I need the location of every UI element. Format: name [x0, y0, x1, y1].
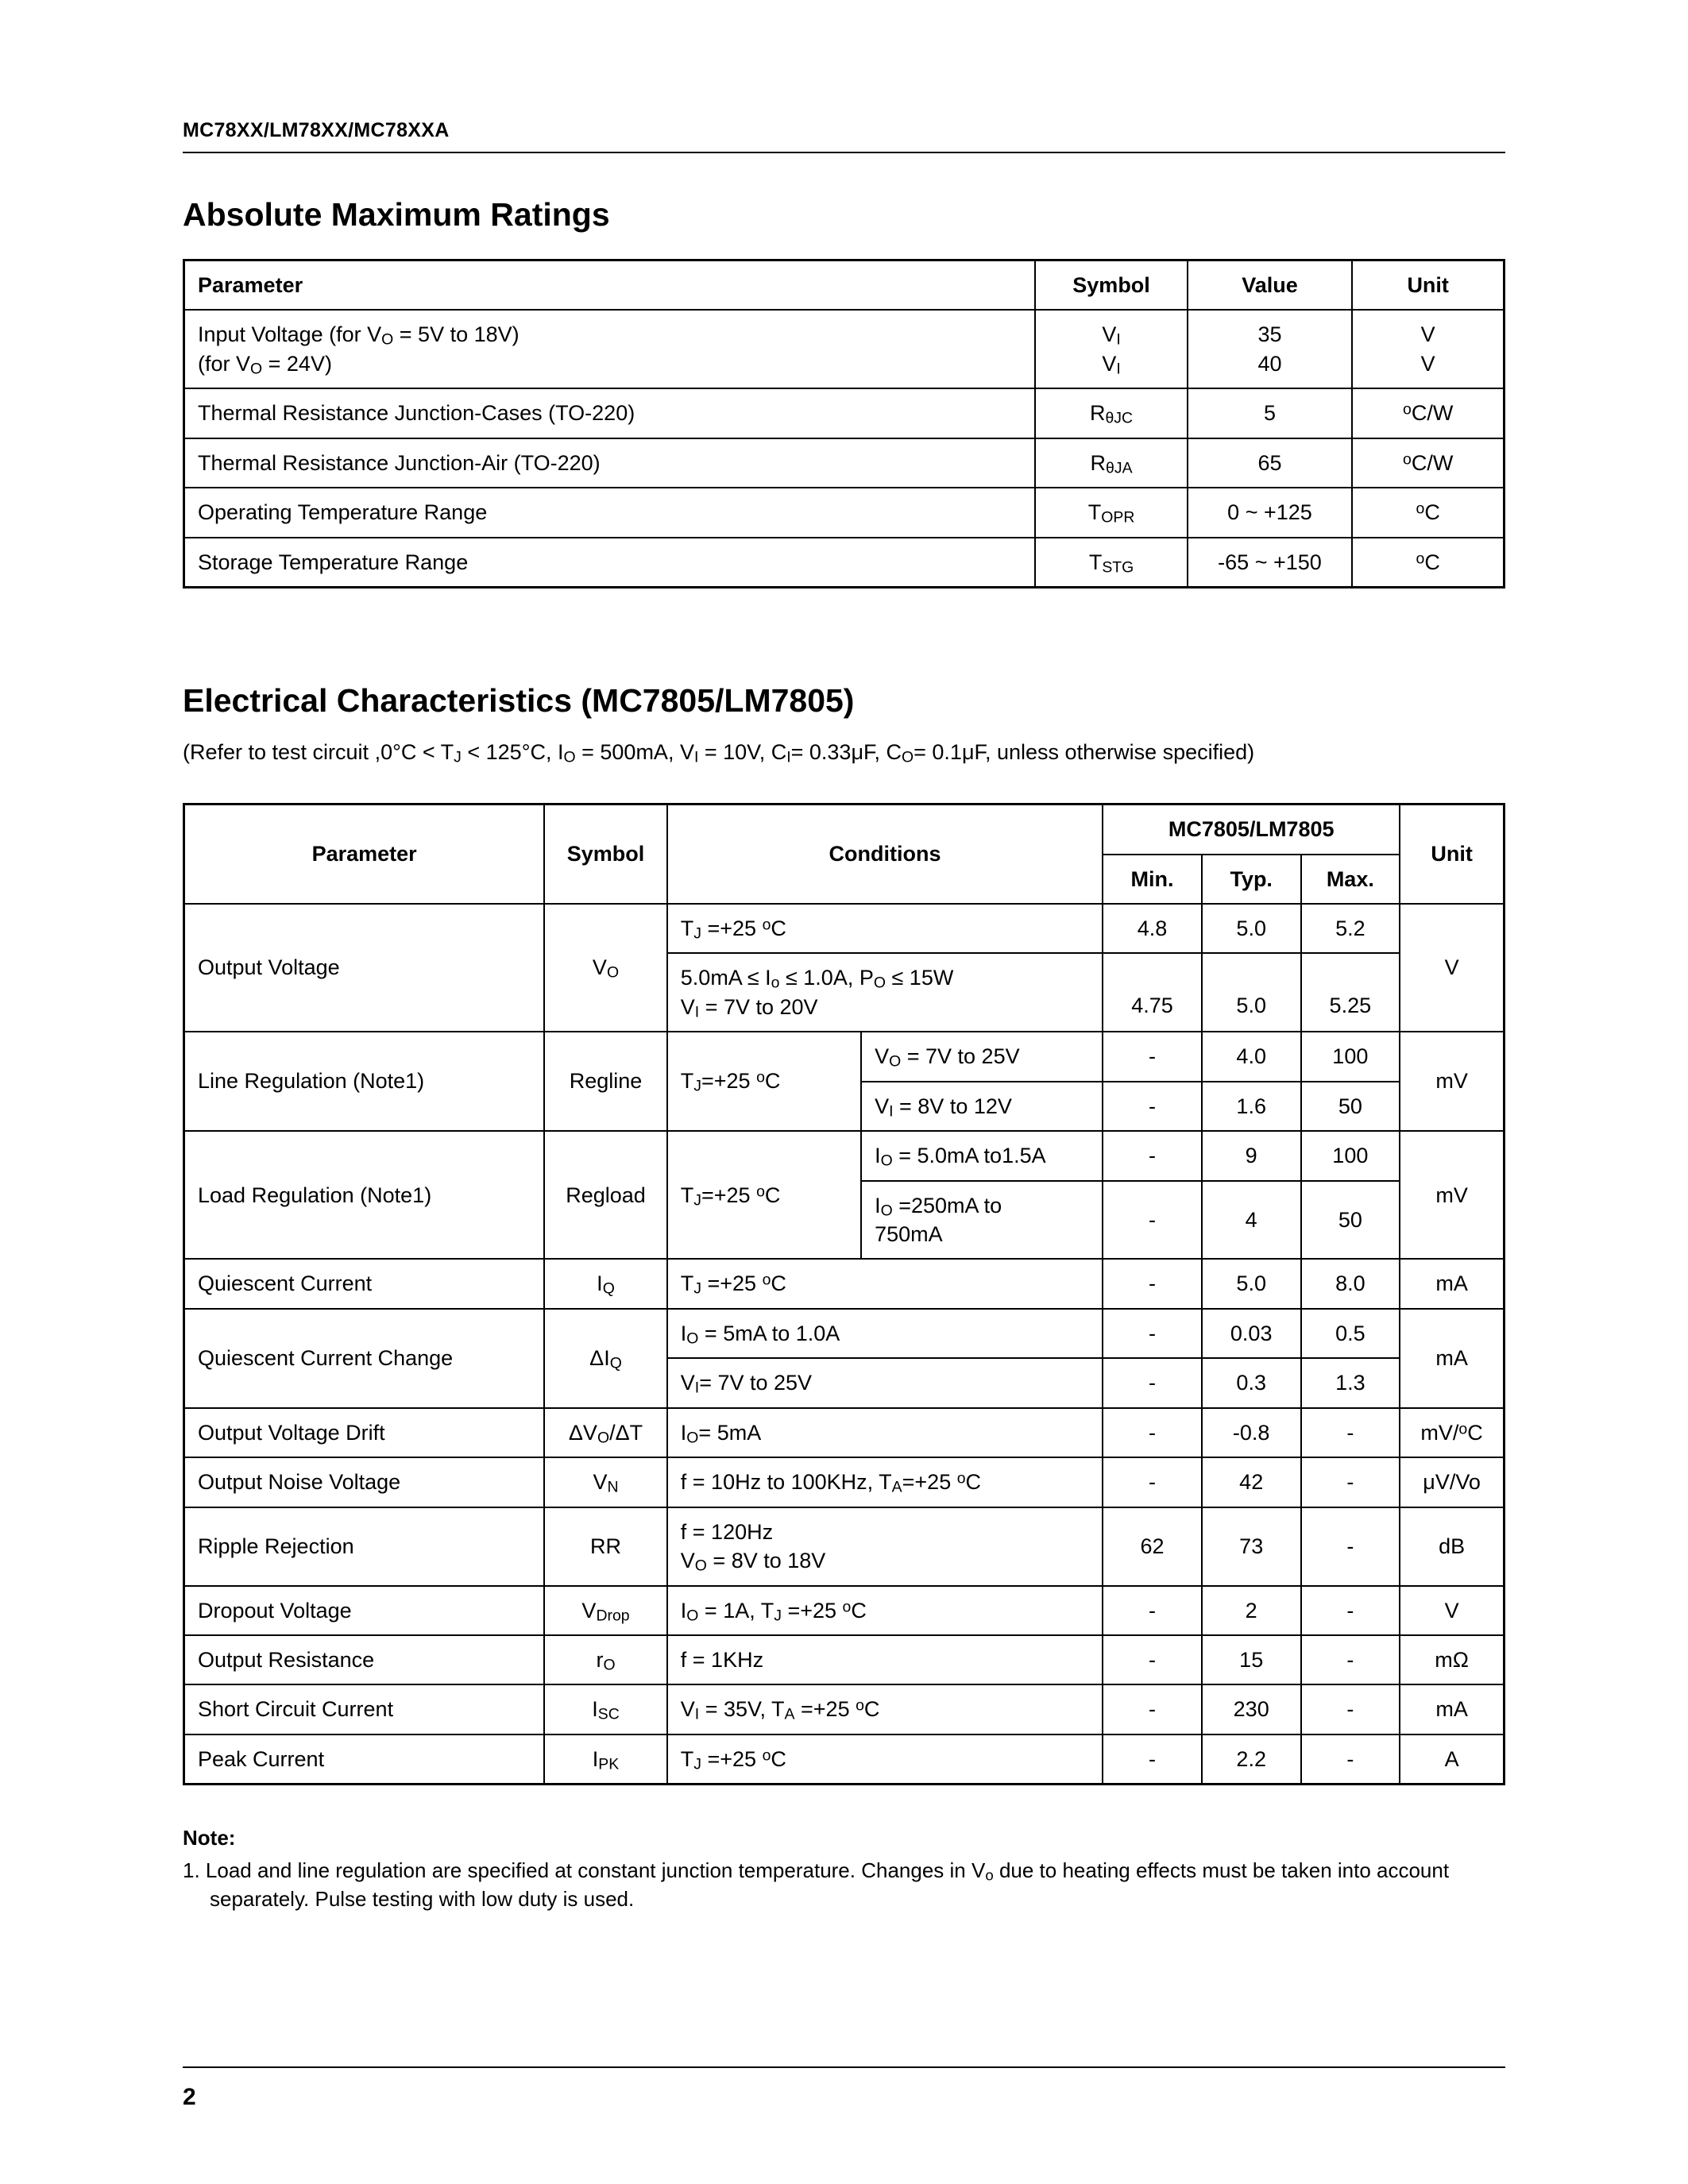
elec-char-title: Electrical Characteristics (MC7805/LM7805) [183, 682, 855, 720]
note-item: 1. Load and line regulation are specified at constant junction temperature. Changes in $V_o$ due to heating effects must be taken into account separately. Pulse testing with low duty is used. [183, 1858, 1450, 1912]
table-row [184, 488, 1505, 537]
typ-cell: 0.3 [1202, 1358, 1301, 1407]
min-cell: - [1103, 1408, 1202, 1457]
table-row [184, 1635, 1505, 1684]
parameter-header: Parameter [184, 805, 545, 904]
unit-cell: dB [1400, 1507, 1504, 1586]
max-cell: - [1301, 1586, 1400, 1635]
header-rule [183, 152, 1505, 153]
param-cell: Thermal Resistance Junction-Cases (TO-220) [184, 388, 1036, 438]
table-row [184, 1309, 1505, 1358]
cond-cell: $T_J=+25$ $^o$C [667, 1131, 861, 1259]
unit-cell: mA [1400, 1309, 1504, 1408]
symbol-cell: $I_{PK}$ [544, 1734, 667, 1785]
max-cell: 100 [1301, 1032, 1400, 1081]
max-cell: - [1301, 1684, 1400, 1734]
table-row [184, 310, 1505, 388]
table-row [184, 1684, 1505, 1734]
table-row [184, 1131, 1505, 1180]
max-cell: - [1301, 1635, 1400, 1684]
value-cell: 65 [1188, 438, 1353, 488]
typ-cell: 2.2 [1202, 1734, 1301, 1785]
typ-header: Typ. [1202, 855, 1301, 904]
page-footer [183, 2066, 1505, 2111]
table-row [184, 1457, 1505, 1507]
unit-cell: V V [1352, 310, 1504, 388]
unit-cell: μV/Vo [1400, 1457, 1504, 1507]
symbol-cell: $R_{\theta JA}$ [1035, 438, 1187, 488]
table-row [184, 1032, 1505, 1081]
max-cell: 5.2 [1301, 904, 1400, 953]
min-cell: - [1103, 1181, 1202, 1260]
note-label: Note: [183, 1826, 236, 1850]
typ-cell: 5.0 [1202, 953, 1301, 1032]
table-row [184, 1586, 1505, 1635]
min-cell: 62 [1103, 1507, 1202, 1586]
table-header-row [184, 805, 1505, 855]
param-cell: Thermal Resistance Junction-Air (TO-220) [184, 438, 1036, 488]
symbol-cell: $V_N$ [544, 1457, 667, 1507]
min-cell: - [1103, 1131, 1202, 1180]
param-cell: Output Voltage [184, 904, 545, 1032]
unit-cell: mV [1400, 1131, 1504, 1259]
param-cell: Line Regulation (Note1) [184, 1032, 545, 1131]
table-row [184, 1734, 1505, 1785]
cond-cell: $T_J =+25$ $^o$C [667, 904, 1103, 953]
min-cell: - [1103, 1734, 1202, 1785]
value-header: Value [1188, 260, 1353, 311]
table-row [184, 388, 1505, 438]
param-cell: Operating Temperature Range [184, 488, 1036, 537]
typ-cell: 73 [1202, 1507, 1301, 1586]
cond-cell: $V_I = 8V$ to 12V [861, 1082, 1103, 1131]
cond-cell: f = 10Hz to 100KHz, $T_A=+25$ $^o$C [667, 1457, 1103, 1507]
unit-cell: mΩ [1400, 1635, 1504, 1684]
cond-cell: $V_I = 35V$, $T_A =+25$ $^o$C [667, 1684, 1103, 1734]
unit-cell: mV [1400, 1032, 1504, 1131]
min-header: Min. [1103, 855, 1202, 904]
symbol-cell: RR [544, 1507, 667, 1586]
cond-cell: $T_J =+25$ $^o$C [667, 1734, 1103, 1785]
unit-cell: mV/$^o$C [1400, 1408, 1504, 1457]
parameter-header: Parameter [184, 260, 1036, 311]
min-cell: - [1103, 1684, 1202, 1734]
symbol-cell: $I_{SC}$ [544, 1684, 667, 1734]
typ-cell: -0.8 [1202, 1408, 1301, 1457]
unit-cell: V [1400, 904, 1504, 1032]
typ-cell: 9 [1202, 1131, 1301, 1180]
symbol-cell: $I_Q$ [544, 1259, 667, 1308]
unit-header: Unit [1352, 260, 1504, 311]
param-cell: Peak Current [184, 1734, 545, 1785]
max-cell: 1.3 [1301, 1358, 1400, 1407]
min-cell: - [1103, 1082, 1202, 1131]
param-cell: Storage Temperature Range [184, 538, 1036, 588]
max-header: Max. [1301, 855, 1400, 904]
unit-cell: A [1400, 1734, 1504, 1785]
table-row [184, 904, 1505, 953]
cond-cell: f = 1KHz [667, 1635, 1103, 1684]
cond-cell: $T_J=+25$ $^o$C [667, 1032, 861, 1131]
max-cell: - [1301, 1408, 1400, 1457]
cond-cell: $I_O =250mA$ to 750mA [861, 1181, 1103, 1260]
cond-cell: $5.0mA \le I_o \le 1.0A$, $P_O \le 15W$ $V_I = 7V$ to 20V [667, 953, 1103, 1032]
typ-cell: 4 [1202, 1181, 1301, 1260]
typ-cell: 15 [1202, 1635, 1301, 1684]
elec-char-table [183, 803, 1505, 1785]
doc-part-number: MC78XX/LM78XX/MC78XXA [183, 119, 450, 141]
symbol-cell: $T_{OPR}$ [1035, 488, 1187, 537]
min-cell: - [1103, 1309, 1202, 1358]
footer-rule [183, 2066, 1505, 2068]
abs-max-table [183, 259, 1505, 588]
page-number: 2 [183, 2084, 196, 2110]
cond-cell: $I_O = 5mA$ to 1.0A [667, 1309, 1103, 1358]
symbol-cell: Regline [544, 1032, 667, 1131]
min-cell: - [1103, 1358, 1202, 1407]
table-row [184, 438, 1505, 488]
cond-cell: $T_J =+25$ $^o$C [667, 1259, 1103, 1308]
unit-cell: V [1400, 1586, 1504, 1635]
symbol-cell: $r_O$ [544, 1635, 667, 1684]
table-row [184, 538, 1505, 588]
param-cell: Ripple Rejection [184, 1507, 545, 1586]
symbol-header: Symbol [1035, 260, 1187, 311]
doc-header [183, 119, 1505, 153]
symbol-cell: $\Delta I_Q$ [544, 1309, 667, 1408]
max-cell: 50 [1301, 1082, 1400, 1131]
unit-cell: $^o$C [1352, 488, 1504, 537]
typ-cell: 2 [1202, 1586, 1301, 1635]
max-cell: 50 [1301, 1181, 1400, 1260]
value-cell: -65 ~ +150 [1188, 538, 1353, 588]
table-row [184, 1408, 1505, 1457]
table-header-row [184, 260, 1505, 311]
param-cell: Load Regulation (Note1) [184, 1131, 545, 1259]
abs-max-title: Absolute Maximum Ratings [183, 196, 610, 233]
cond-cell: f = 120Hz $V_O = 8V$ to 18V [667, 1507, 1103, 1586]
note-section [183, 1823, 1505, 1913]
param-cell: Output Voltage Drift [184, 1408, 545, 1457]
table-row [184, 1259, 1505, 1308]
value-cell: 35 40 [1188, 310, 1353, 388]
symbol-cell: Regload [544, 1131, 667, 1259]
param-cell: Dropout Voltage [184, 1586, 545, 1635]
unit-cell: mA [1400, 1259, 1504, 1308]
table-row [184, 1507, 1505, 1586]
min-cell: 4.8 [1103, 904, 1202, 953]
max-cell: - [1301, 1507, 1400, 1586]
cond-cell: $I_O= 5mA$ [667, 1408, 1103, 1457]
max-cell: 8.0 [1301, 1259, 1400, 1308]
device-group-header: MC7805/LM7805 [1103, 805, 1400, 855]
min-cell: 4.75 [1103, 953, 1202, 1032]
min-cell: - [1103, 1635, 1202, 1684]
cond-cell: $I_O = 1A$, $T_J =+25$ $^o$C [667, 1586, 1103, 1635]
symbol-header: Symbol [544, 805, 667, 904]
param-cell: Output Resistance [184, 1635, 545, 1684]
param-cell: Output Noise Voltage [184, 1457, 545, 1507]
param-cell: Short Circuit Current [184, 1684, 545, 1734]
min-cell: - [1103, 1032, 1202, 1081]
typ-cell: 42 [1202, 1457, 1301, 1507]
max-cell: 100 [1301, 1131, 1400, 1180]
symbol-cell: $V_I$ $V_I$ [1035, 310, 1187, 388]
typ-cell: 5.0 [1202, 904, 1301, 953]
conditions-header: Conditions [667, 805, 1103, 904]
min-cell: - [1103, 1457, 1202, 1507]
typ-cell: 4.0 [1202, 1032, 1301, 1081]
typ-cell: 230 [1202, 1684, 1301, 1734]
elec-char-subtitle: (Refer to test circuit $,0^\circ C < T_J < 125^\circ C$, $I_O = 500mA$, $V_I = 10V$, $C_I= 0.33\mu F$, $C_O= 0.1\mu F$, unless otherwise specified) [183, 740, 1255, 766]
typ-cell: 5.0 [1202, 1259, 1301, 1308]
value-cell: 5 [1188, 388, 1353, 438]
min-cell: - [1103, 1586, 1202, 1635]
symbol-cell: $V_O$ [544, 904, 667, 1032]
param-cell: Quiescent Current [184, 1259, 545, 1308]
max-cell: 5.25 [1301, 953, 1400, 1032]
cond-cell: $V_I= 7V$ to 25V [667, 1358, 1103, 1407]
unit-cell: $^o$C/W [1352, 438, 1504, 488]
unit-cell: $^o$C/W [1352, 388, 1504, 438]
min-cell: - [1103, 1259, 1202, 1308]
value-cell: 0 ~ +125 [1188, 488, 1353, 537]
symbol-cell: $T_{STG}$ [1035, 538, 1187, 588]
max-cell: 0.5 [1301, 1309, 1400, 1358]
symbol-cell: $\Delta V_O/\Delta T$ [544, 1408, 667, 1457]
unit-cell: $^o$C [1352, 538, 1504, 588]
max-cell: - [1301, 1734, 1400, 1785]
unit-cell: mA [1400, 1684, 1504, 1734]
symbol-cell: $V_{Drop}$ [544, 1586, 667, 1635]
symbol-cell: $R_{\theta JC}$ [1035, 388, 1187, 438]
max-cell: - [1301, 1457, 1400, 1507]
typ-cell: 0.03 [1202, 1309, 1301, 1358]
cond-cell: $V_O = 7V$ to 25V [861, 1032, 1103, 1081]
param-cell: Input Voltage (for $V_O = 5V$ to 18V) (for $V_O = 24V$) [184, 310, 1036, 388]
typ-cell: 1.6 [1202, 1082, 1301, 1131]
param-cell: Quiescent Current Change [184, 1309, 545, 1408]
cond-cell: $I_O = 5.0mA$ to1.5A [861, 1131, 1103, 1180]
unit-header: Unit [1400, 805, 1504, 904]
